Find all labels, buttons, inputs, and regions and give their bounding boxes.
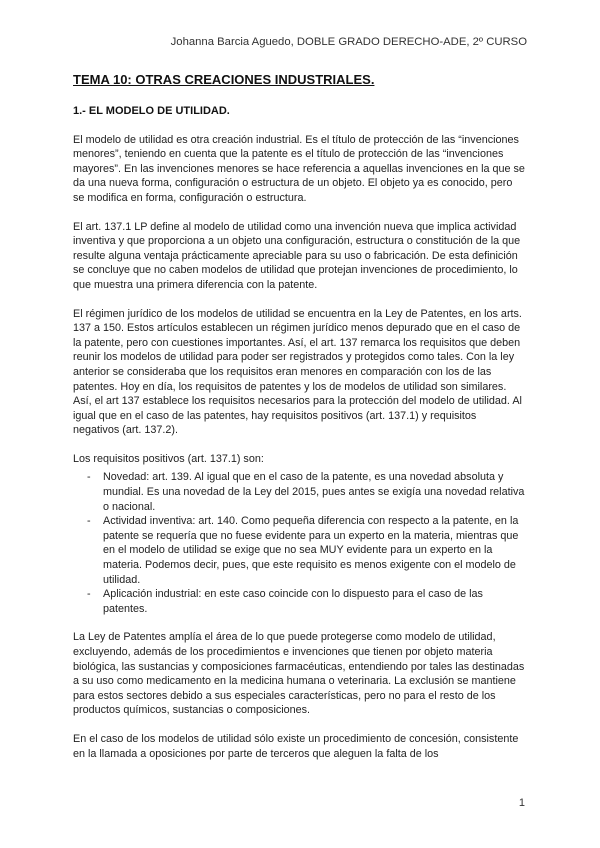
page-title: TEMA 10: OTRAS CREACIONES INDUSTRIALES. [73, 72, 375, 87]
paragraph: El régimen jurídico de los modelos de utilidad se encuentra en la Ley de Patentes, en los arts. 137 a 150. Estos artículos establecen un régimen jurídico menos depurado que en el caso de la patente, pero con cuestiones importantes. Así, el art. 137 remarca los requisitos que deben reunir los modelos de utilidad para poder ser registrados y protegidos como tales. Con la ley anterior se consideraba que los requisitos eran menores en comparación con los de las patentes. Hoy en día, los requisitos de patentes y los de modelos de utilidad son similares. Así, el art 137 establece los requisitos necesarios para la protección del modelo de utilidad. Al igual que en el caso de las patentes, hay requisitos positivos (art. 137.1) y requisitos negativos (art. 137.2). [73, 307, 522, 437]
requirements-list [73, 470, 525, 616]
list-item: - Actividad inventiva: art. 140. Como pequeña diferencia con respecto a la patente, en la patente se requería que no fuese evidente para un experto en la materia, mientras que en el modelo de utilidad se exige que no sea MUY evidente para un experto en la materia. Podemos decir, pues, que este requisito es menos exigente con el modelo de utilidad. [99, 514, 525, 587]
paragraph: En el caso de los modelos de utilidad sólo existe un procedimiento de concesión, consistente en la llamada a oposiciones por parte de terceros que aleguen la falta de los [73, 732, 519, 760]
list-item: - Novedad: art. 139. Al igual que en el caso de la patente, es una novedad absoluta y mundial. Es una novedad de la Ley del 2015, pues antes se exigía una novedad relativa o nacional. [99, 470, 525, 514]
section-heading: 1.- EL MODELO DE UTILIDAD. [73, 105, 230, 117]
page-number: 1 [518, 797, 525, 809]
paragraph: El modelo de utilidad es otra creación industrial. Es el título de protección de las “invenciones menores”, teniendo en cuenta que la patente es el título de protección de las “invenciones mayores”. En las invenciones menores se hace referencia a aquellas invenciones en la que se da una nueva forma, configuración o estructura de un objeto. El objeto ya es conocido, pero se modifica en forma, configuración o estructura. [73, 133, 525, 204]
paragraph: Los requisitos positivos (art. 137.1) son: [73, 452, 264, 465]
document-body [73, 72, 525, 775]
paragraph: El art. 137.1 LP define al modelo de utilidad como una invención nueva que implica actividad inventiva y que proporciona a un objeto una configuración, estructura o constitución de la que resulte alguna ventaja prácticamente apreciable para su uso o fabricación. De esta definición se concluye que no caben modelos de utilidad que protejan invenciones de procedimiento, lo que muestra una primera diferencia con la patente. [73, 220, 521, 291]
page-header: Johanna Barcia Aguedo, DOBLE GRADO DERECHO-ADE, 2º CURSO [170, 36, 527, 48]
paragraph: La Ley de Patentes amplía el área de lo que puede protegerse como modelo de utilidad, excluyendo, además de los procedimientos e invenciones que tienen por objeto materia biológica, las sustancias y composiciones farmacéuticas, entendiendo por tales las destinadas a su uso como medicamento en la medicina humana o veterinaria. La exclusión se mantiene para estos sectores debido a sus especiales características, pero no para el resto de los productos químicos, sustancias o composiciones. [73, 631, 525, 717]
list-item: - Aplicación industrial: en este caso coincide con lo dispuesto para el caso de las patentes. [99, 587, 525, 616]
